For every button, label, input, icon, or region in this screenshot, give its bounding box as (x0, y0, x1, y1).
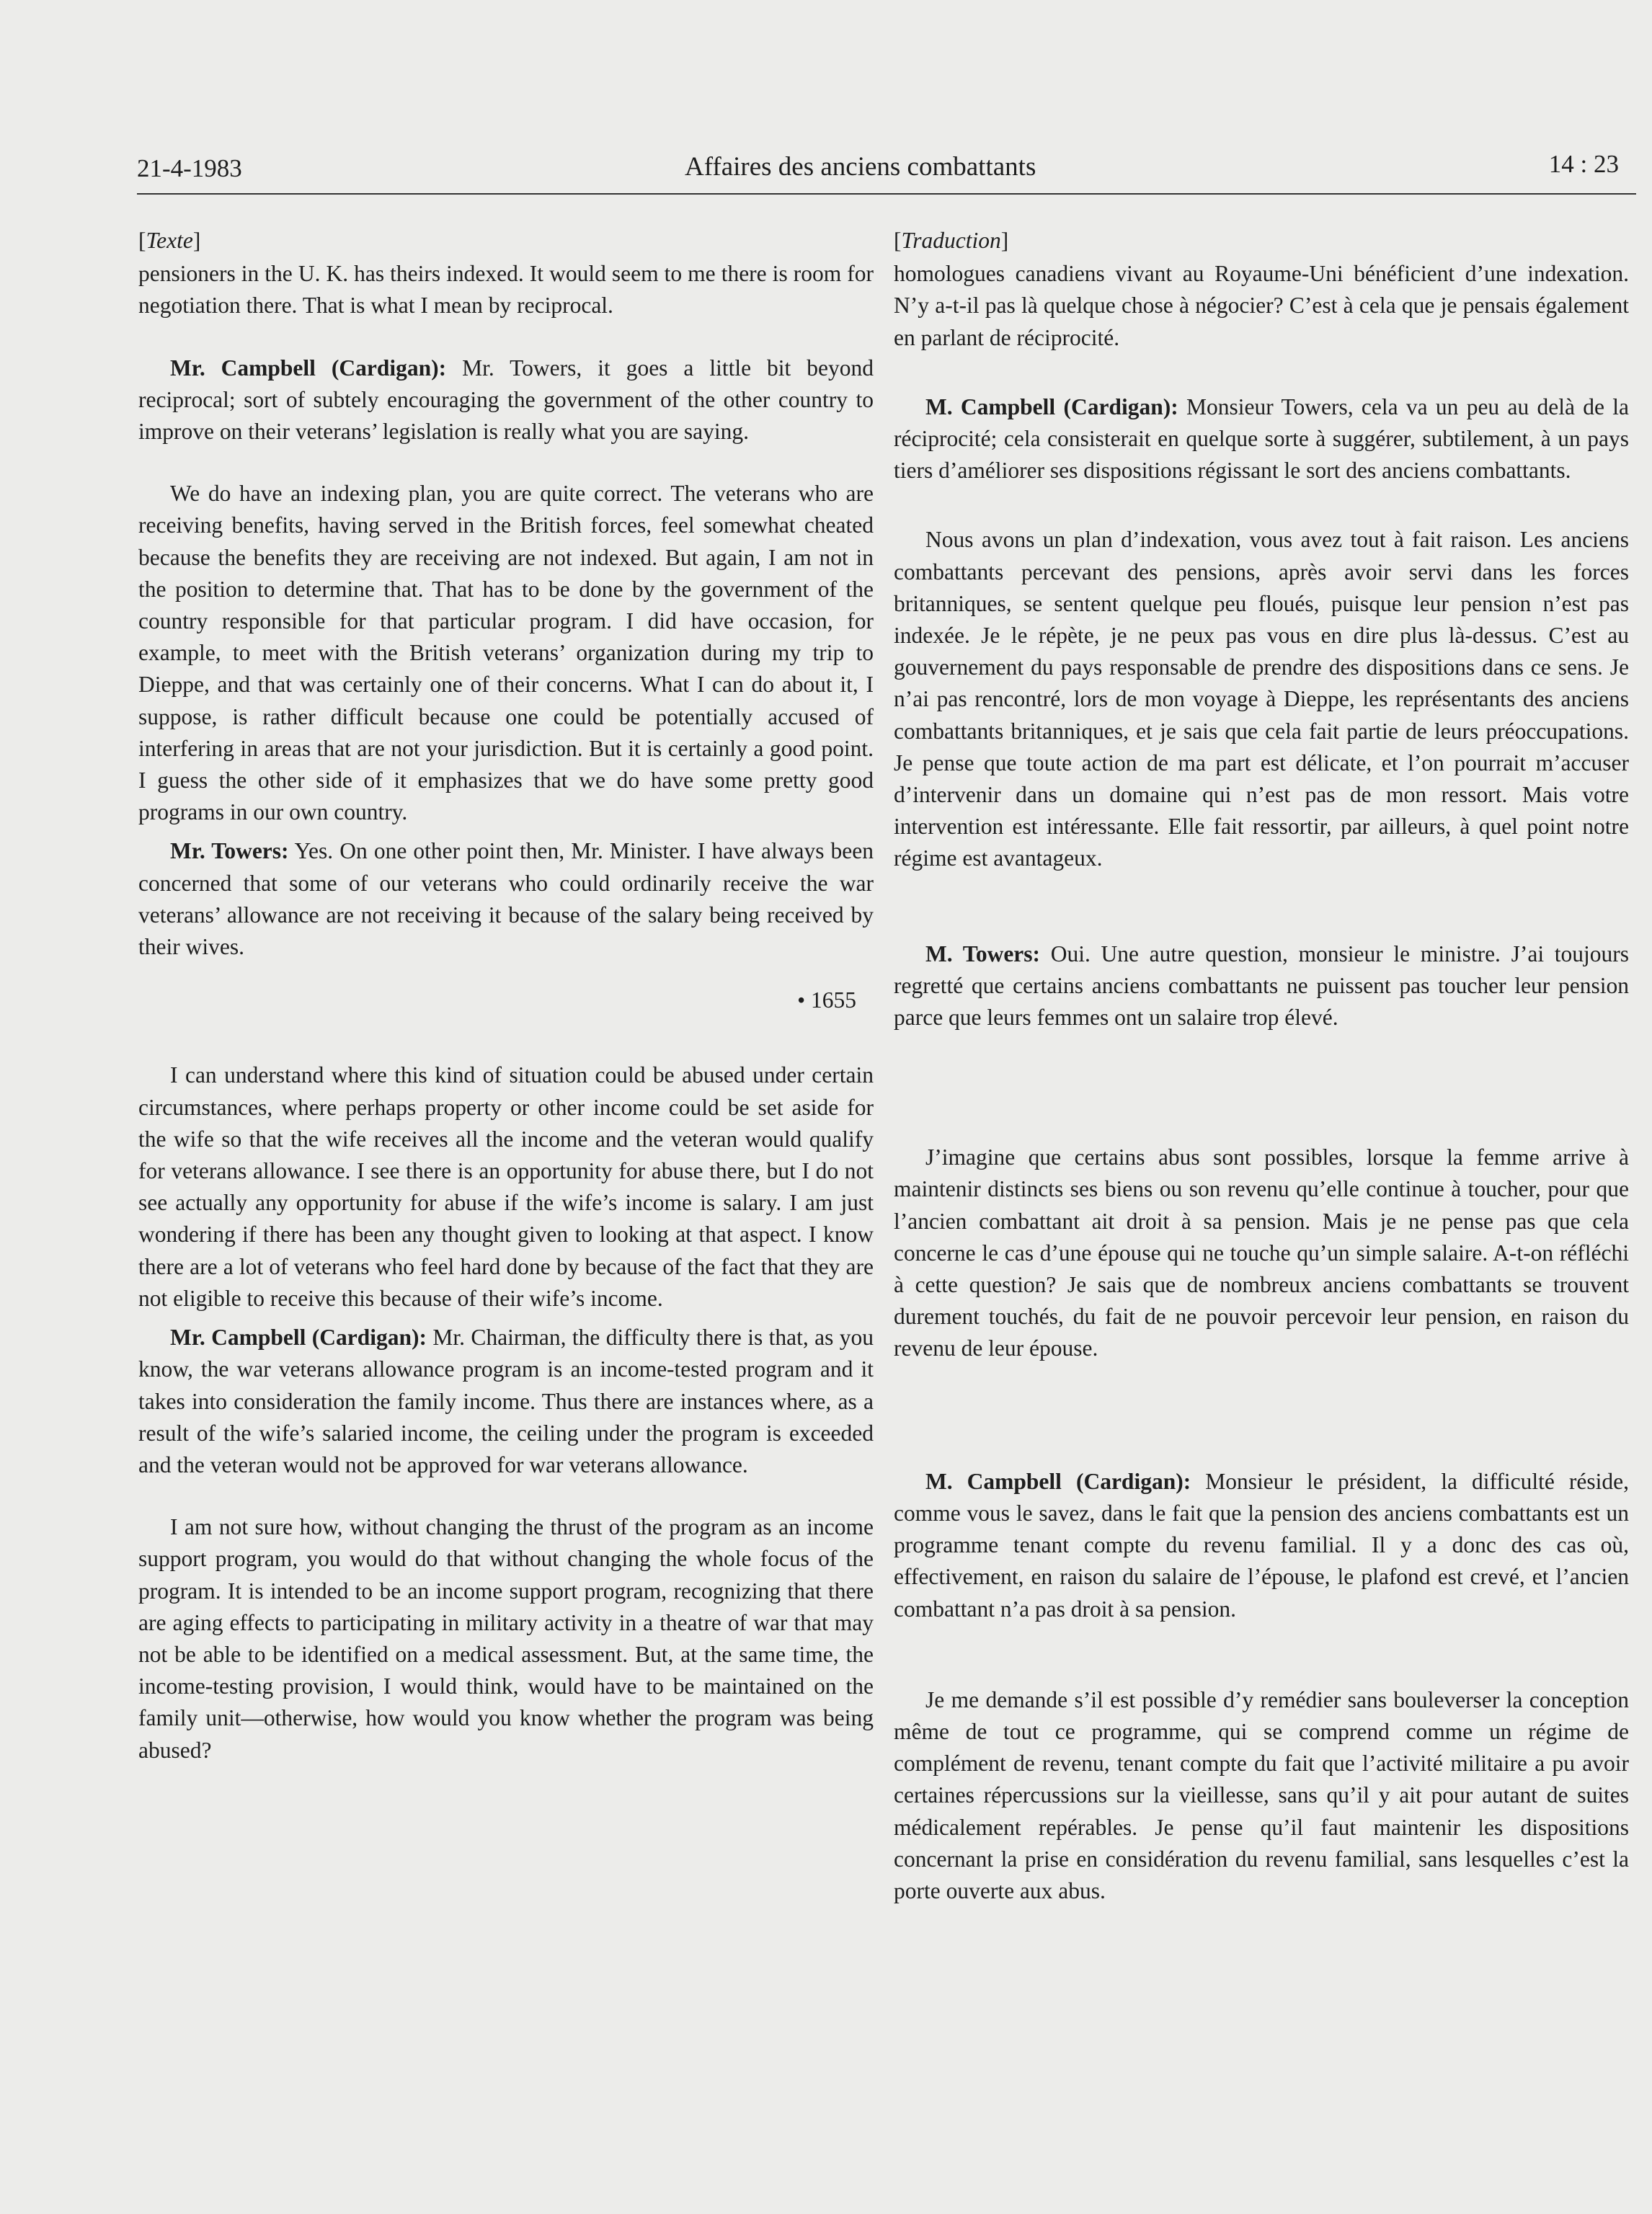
paragraph: Je me demande s’il est possible d’y remédier sans bouleverser la conception même de tout ce programme, qui se comprend comme un régime de complément de revenu, tenant compte du fait que l’activité militaire a pu avoir certaines répercussions sur la vieillesse, sans qu’il y ait pour autant de suites médicalement repérables. Je pense qu’il faut maintenir les dispositions concernant la prise en considération du revenu familial, sans lesquelles c’est la porte ouverte aux abus. (894, 1686, 1629, 1903)
paragraph: I am not sure how, without changing the thrust of the program as an income support program, you would do that without changing the whole focus of the program. It is intended to be an income support program, recognizing that there are aging effects to participating in military activity in a theatre of war that may not be able to be identified on a medical assessment. But, at the same time, the income-testing provision, I would think, would have to be maintained on the family unit—otherwise, how would you know whether the program was being abused? (138, 1514, 874, 1763)
french-column (894, 225, 1629, 1907)
paragraph: M. Towers: Oui. Une autre question, monsieur le ministre. J’ai toujours regretté que certains anciens combattants ne puissent pas toucher leur pension parce que leurs femmes ont un salaire trop élevé. (894, 941, 1629, 1031)
speaker-name: Mr. Towers: (170, 838, 289, 864)
paragraph: Mr. Towers: Yes. On one other point then, Mr. Minister. I have always been concerned that some of our veterans who could ordinarily receive the war veterans’ allowance are not receiving it because of the salary being received by their wives. (138, 838, 874, 960)
paragraph: M. Campbell (Cardigan): Monsieur Towers, cela va un peu au delà de la réciprocité; cela consisterait en quelque sorte à suggérer, subtilement, à un pays tiers d’améliorer ses dispositions régissant le sort des anciens combattants. (894, 394, 1630, 484)
page-header (137, 150, 1636, 195)
speaker-name: Mr. Campbell (Cardigan): (170, 355, 447, 381)
english-column (138, 225, 874, 1766)
header-title: Affaires des anciens combattants (685, 152, 1036, 182)
speaker-name: M. Towers: (925, 941, 1041, 966)
speaker-name: M. Campbell (Cardigan): (925, 1468, 1191, 1494)
speaker-name: M. Campbell (Cardigan): (925, 394, 1178, 419)
paragraph: homologues canadiens vivant au Royaume-Uni bénéficient d’une indexation. N’y a-t-il pas là quelque chose à négocier? C’est à cela que je pensais également en parlant de réciprocité. (894, 261, 1629, 350)
header-date: 21-4-1983 (137, 154, 242, 182)
paragraph: I can understand where this kind of situation could be abused under certain circumstances, where perhaps property or other income could be set aside for the wife so that the wife receives all the income and the veteran would qualify for veterans allowance. I see there is an opportunity for abuse there, but I do not see actually any opportunity for abuse if the wife’s income is salary. I am just wondering if there has been any thought given to looking at that aspect. I know there are a lot of veterans who feel hard done by because of the fact that they are not eligible to receive this because of their wife’s income. (138, 1062, 874, 1311)
paragraph: We do have an indexing plan, you are quite correct. The veterans who are receiving benefits, having served in the British forces, feel somewhat cheated because the benefits they are receiving are not indexed. But again, I am not in the position to determine that. That has to be done by the government of the country responsible for that particular program. I did have occasion, for example, to meet with the British veterans’ organization during my trip to Dieppe, and that was certainly one of their concerns. What I can do about it, I suppose, is rather difficult because one could be potentially accused of interfering in areas that are not your jurisdiction. But it is certainly a good point. I guess the other side of it emphasizes that we do have some pretty good programs in our own country. (138, 481, 874, 825)
paragraph: J’imagine que certains abus sont possibles, lorsque la femme arrive à maintenir distincts ses biens ou son revenu qu’elle continue à toucher, pour que l’ancien combattant ait droit à sa pension. Mais je ne pense pas que cela concerne le cas d’une épouse qui ne touche qu’un simple salaire. A-t-on réfléchi à cette question? Je sais que de nombreux anciens combattants se trouvent durement touchés, du fait de ne pouvoir percevoir leur pension, en raison du revenu de leur épouse. (894, 1144, 1629, 1361)
speaker-name: Mr. Campbell (Cardigan): (170, 1325, 427, 1351)
english-column-label: [Texte] (138, 228, 201, 253)
paragraph: M. Campbell (Cardigan): Monsieur le président, la difficulté réside, comme vous le savez, dans le fait que la pension des anciens combattants est un programme tenant compte du revenu familial. Il y a donc des cas où, effectivement, en raison du salaire de l’épouse, le plafond est crevé, et l’ancien combattant n’a pas droit à sa pension. (894, 1468, 1629, 1622)
french-column-label: [Traduction] (894, 228, 1009, 253)
header-page-number: 14 : 23 (1548, 150, 1619, 178)
paragraph: Nous avons un plan d’indexation, vous avez tout à fait raison. Les anciens combattants percevant des pensions, après avoir servi dans les forces britanniques, se sentent quelque peu floués, puisque leur pension n’est pas indexée. Je le répète, je ne peux pas vous en dire plus là-dessus. C’est au gouvernement du pays responsable de prendre des dispositions dans ce sens. Je n’ai pas rencontré, lors de mon voyage à Dieppe, les représentants des anciens combattants britanniques, et je sais que cela fait partie de leurs préoccupations. Je pense que toute action de ma part est délicate, et l’on pourrait m’accuser d’intervenir dans un domaine qui n’est pas de mon ressort. Mais votre intervention est intéressante. Elle fait ressortir, par ailleurs, à quel point notre régime est avantageux. (894, 527, 1629, 871)
paragraph: pensioners in the U. K. has theirs indexed. It would seem to me there is room for negotiation there. That is what I mean by reciprocal. (138, 261, 874, 319)
timestamp: • 1655 (797, 987, 856, 1013)
paragraph: Mr. Campbell (Cardigan): Mr. Chairman, the difficulty there is that, as you know, the war veterans allowance program is an income-tested program and it takes into consideration the family income. Thus there are instances where, as a result of the wife’s salaried income, the ceiling under the program is exceeded and the veteran would not be approved for war veterans allowance. (138, 1325, 874, 1477)
paragraph: Mr. Campbell (Cardigan): Mr. Towers, it goes a little bit beyond reciprocal; sort of subtely encouraging the government of the other country to improve on their veterans’ legislation is really what you are saying. (138, 355, 874, 445)
